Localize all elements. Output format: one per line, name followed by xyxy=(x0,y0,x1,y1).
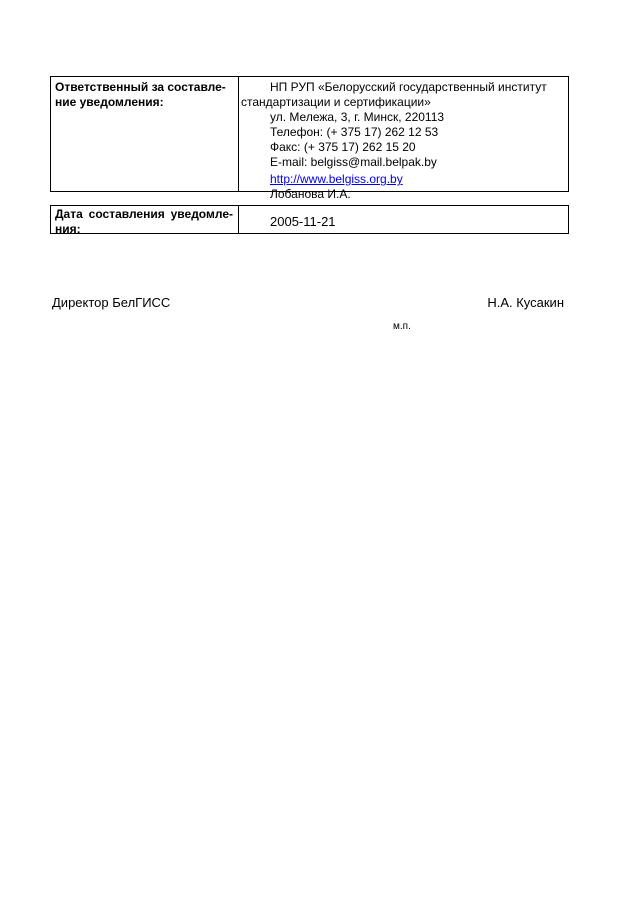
responsible-party-table xyxy=(50,76,569,201)
phone-line: Телефон: (+ 375 17) 262 12 53 xyxy=(270,125,439,139)
organization-name-continued: стандартизации и сертификации» xyxy=(241,95,431,109)
director-name: Н.А. Кусакин xyxy=(487,295,564,310)
date-label: Дата составления уведомле- ния: xyxy=(55,207,233,236)
organization-name: НП РУП «Белорусский государственный институт xyxy=(270,80,547,94)
email-line: E-mail: belgiss@mail.belpak.by xyxy=(270,155,437,169)
responsible-label: Ответственный за составле- ние уведомления: xyxy=(55,80,226,109)
contact-person: Лобанова И.А. xyxy=(270,187,351,201)
date-value: 2005-11-21 xyxy=(270,214,336,229)
date-table xyxy=(50,205,569,234)
fax-line: Факс: (+ 375 17) 262 15 20 xyxy=(270,140,416,154)
website-link[interactable]: http://www.belgiss.org.by xyxy=(270,172,403,186)
address-line: ул. Мележа, 3, г. Минск, 220113 xyxy=(270,110,445,124)
stamp-mark: м.п. xyxy=(393,321,411,332)
table-divider xyxy=(238,206,239,233)
table-divider xyxy=(238,77,239,191)
director-title: Директор БелГИСС xyxy=(52,295,171,310)
